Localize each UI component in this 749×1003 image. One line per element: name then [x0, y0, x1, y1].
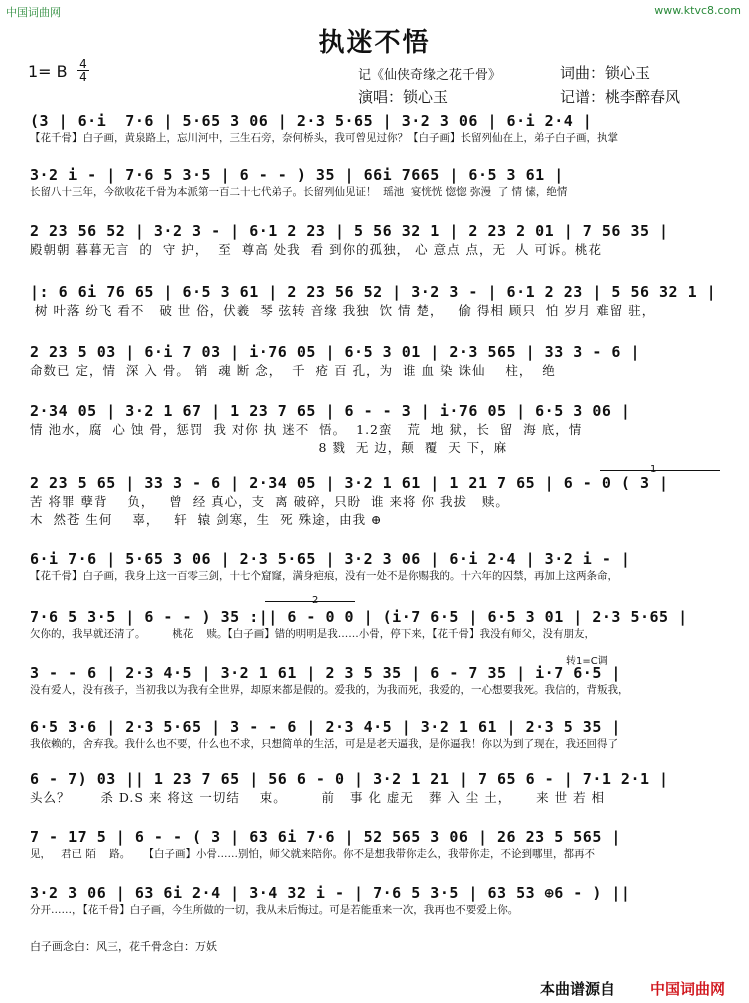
lyric-line-verse-2: 木 然苍 生何 辜， 轩 辕 剑寒，生 死 殊途，由我 ⊕ — [30, 512, 383, 527]
lyric-line: 长留八十三年，今欲收花千骨为本派第一百二十七代弟子。长留列仙见证！ 瑶池 宴恍恍 惚惚 弥漫 了 情 愫，绝情 — [30, 186, 568, 198]
notation-line: 2 23 5 03 | 6·i 7 03 | i·76 05 | 6·5 3 01 | 2·3 565 | 33 3 - 6 | — [30, 343, 640, 361]
notation-line: 6·i 7·6 | 5·65 3 06 | 2·3 5·65 | 3·2 3 06 | 6·i 2·4 | 3·2 i - | — [30, 550, 631, 568]
notation-line: 7 - 17 5 | 6 - - ( 3 | 63 6i 7·6 | 52 565 3 06 | 26 23 5 565 | — [30, 828, 621, 846]
lyric-line: 我依赖的，舍弃我。我什么也不要，什么也不求，只想简单的生活，可是是老天逼我，是你逼我！你以为到了现在，我还回得了 — [30, 738, 618, 750]
lyric-line: 苦 将罪 孽背 负， 曾 经 真心，支 离 破碎，只盼 谁 来将 你 我拔 赎。 — [30, 494, 509, 509]
lyric-line: 分开……，【花千骨】白子画，今生所做的一切，我从未后悔过。可是若能重来一次，我再也不要爱上你。 — [30, 904, 519, 916]
time-signature — [77, 58, 89, 83]
lyric-line: 头么？ 杀 D.S 来 将这 一切结 束。 前 事 化 虚无 葬 入 尘 土， 来 世 若 相 — [30, 790, 606, 805]
lyric-line: 没有爱人，没有孩子，当初我以为我有全世界，却原来都是假的。爱我的，为我而死，我爱的，一心想要我死。我信的，背叛我， — [30, 684, 629, 696]
lyric-line: 树 叶落 纷飞 看不 破 世 俗，伏羲 琴 弦转 音缘 我独 饮 情 楚， 偷 得相 顾只 怕 岁月 难留 驻， — [30, 303, 656, 318]
score-row-7 — [30, 474, 730, 528]
notation-line: 2 23 5 65 | 33 3 - 6 | 2·34 05 | 3·2 1 61 | 1 21 7 65 | 6 - 0 ( 3 | — [30, 474, 669, 492]
score-row-3 — [30, 222, 730, 258]
volta-2-bracket — [265, 601, 355, 602]
watermark-right: www.ktvc8.com — [654, 4, 741, 17]
time-signature-bottom: 4 — [79, 70, 87, 84]
lyric-line: 情 池水，腐 心 蚀 骨，惩罚 我 对你 执 迷不 悟。 1.2蛮 荒 地 狱，长 留 海 底，情 — [30, 422, 583, 437]
watermark-left: 中国词曲网 — [6, 6, 61, 19]
source-site-link[interactable]: 中国词曲网 — [650, 980, 726, 998]
transcriber-credit: 记谱：桃李醉春风 — [560, 88, 681, 106]
lyric-line-verse-2: 8 戮 无 边，颠 覆 天 下，麻 — [30, 440, 508, 455]
score-row-1 — [30, 112, 730, 145]
notation-line: 2·34 05 | 3·2 1 67 | 1 23 7 65 | 6 - - 3 | i·76 05 | 6·5 3 06 | — [30, 402, 631, 420]
modulation-mark: 转1=C调 — [566, 656, 608, 667]
song-title: 执迷不悟 — [318, 28, 431, 58]
notation-line: 3 - - 6 | 2·3 4·5 | 3·2 1 61 | 2 3 5 35 | 6 - 7 35 | i·7 6·5 | — [30, 664, 621, 682]
narration-credit: 白子画念白：风三，花千骨念白：万妖 — [30, 940, 217, 953]
source-label: 本曲谱源自 — [540, 980, 616, 998]
lyric-line: 殿朝朝 暮暮无言 的 守 护， 至 尊高 处我 看 到你的孤独， 心 意点 点，无 人 可诉。桃花 — [30, 242, 602, 257]
lyric-line: 【花千骨】白子画，黄泉路上，忘川河中，三生石旁，奈何桥头，我可曾见过你？【白子画】长留列仙在上，弟子白子画，执掌 — [30, 132, 618, 144]
score-row-11 — [30, 718, 730, 751]
notation-line: (3 | 6·i 7·6 | 5·65 3 06 | 2·3 5·65 | 3·2 3 06 | 6·i 2·4 | — [30, 112, 593, 130]
score-row-8 — [30, 550, 730, 583]
lyric-line: 命数已 定，情 深 入 骨。 销 魂 断 念， 千 疮 百 孔，为 谁 血 染 诛仙 柱， 绝 — [30, 363, 556, 378]
lyric-line: 【花千骨】白子画，我身上这一百零三剑，十七个窟窿，满身疤痕，没有一处不是你赐我的。十六年的囚禁，再加上这两条命， — [30, 570, 618, 582]
subtitle: 记《仙侠奇缘之花千骨》 — [358, 68, 502, 83]
score-row-14 — [30, 884, 730, 917]
notation-line: 3·2 3 06 | 63 6i 2·4 | 3·4 32 i - | 7·6 5 3·5 | 63 53 ⊕6 - ) || — [30, 884, 631, 902]
score-row-2 — [30, 166, 730, 199]
singer-credit: 演唱：锁心玉 — [358, 88, 449, 106]
volta-1-bracket — [600, 470, 720, 471]
score-row-5 — [30, 343, 730, 379]
notation-line: 2 23 56 52 | 3·2 3 - | 6·1 2 23 | 5 56 32 1 | 2 23 2 01 | 7 56 35 | — [30, 222, 669, 240]
notation-line: |: 6 6i 76 65 | 6·5 3 61 | 2 23 56 52 | 3·2 3 - | 6·1 2 23 | 5 56 32 1 | — [30, 283, 717, 301]
lyric-line: 欠你的，我早就还清了。 桃花 赎。【白子画】错的明明是我……小骨，停下来，【花千骨】我没有师父，没有朋友， — [30, 628, 596, 640]
notation-line: 3·2 i - | 7·6 5 3·5 | 6 - - ) 35 | 66i 7665 | 6·5 3 61 | — [30, 166, 564, 184]
lyric-line: 见， 君已 陌 路。 【白子画】小骨……别怕，师父就来陪你。你不是想我带你走么，我带你走，不论到哪里，都再不 — [30, 848, 596, 860]
score-row-9 — [30, 608, 730, 641]
notation-line: 7·6 5 3·5 | 6 - - ) 35 :|| 6 - 0 0 | (i·7 6·5 | 6·5 3 01 | 2·3 5·65 | — [30, 608, 688, 626]
score-row-6 — [30, 402, 730, 456]
composer-credit: 词曲：锁心玉 — [560, 64, 651, 82]
notation-line: 6·5 3·6 | 2·3 5·65 | 3 - - 6 | 2·3 4·5 | 3·2 1 61 | 2·3 5 35 | — [30, 718, 621, 736]
score-row-12 — [30, 770, 730, 806]
time-signature-top: 4 — [77, 58, 89, 71]
key-signature: 1= B — [28, 62, 68, 81]
score-row-4 — [30, 283, 730, 319]
score-row-13 — [30, 828, 730, 861]
score-row-10 — [30, 664, 730, 697]
notation-line: 6 - 7) 03 || 1 23 7 65 | 56 6 - 0 | 3·2 1 21 | 7 65 6 - | 7·1 2·1 | — [30, 770, 669, 788]
